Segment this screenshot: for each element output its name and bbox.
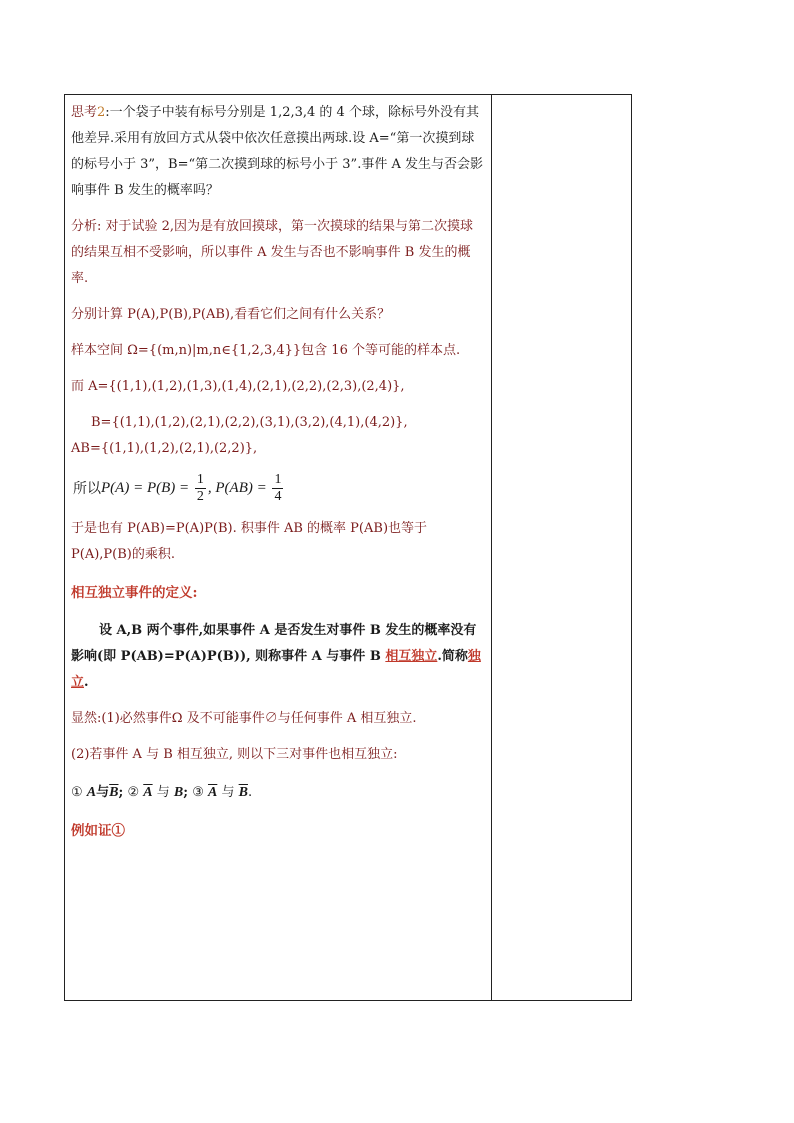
example-proof: 例如证① bbox=[71, 823, 125, 839]
term-independent: 独立 bbox=[71, 649, 481, 690]
formula-mid: , P(AB) = bbox=[207, 479, 271, 496]
definition-part2: .简称 bbox=[437, 649, 468, 664]
main-cell bbox=[71, 100, 485, 844]
formula-left: P(A) = P(B) = bbox=[101, 479, 193, 496]
term-mutually-independent: 相互独立 bbox=[385, 649, 438, 664]
pair2-a-bar: $\overline{A}$ bbox=[143, 785, 153, 800]
fraction-quarter-num: 1 bbox=[274, 471, 282, 487]
pair1-b-bar: $\overline{B}$ bbox=[109, 785, 119, 800]
definition-heading: 相互独立事件的定义: bbox=[71, 585, 198, 601]
pair3-b-bar: $\overline{B}$ bbox=[238, 785, 248, 800]
property-two: (2)若事件 A 与 B 相互独立, 则以下三对事件也相互独立: bbox=[71, 747, 398, 762]
analysis-text: 分析: 对于试验 2,因为是有放回摸球，第一次摸球的结果与第二次摸球的结果互相不受影响，所以事件 A 发生与否也不影响事件 B 发生的概率. bbox=[71, 219, 474, 286]
column-divider bbox=[491, 94, 492, 1001]
definition-text bbox=[71, 618, 485, 696]
fraction-half bbox=[195, 472, 206, 505]
conclusion-text: 于是也有 P(AB)=P(A)P(B). 积事件 AB 的概率 P(AB)也等于 P(A),P(B)的乘积. bbox=[71, 521, 428, 562]
set-ab: AB={(1,1),(1,2),(2,1),(2,2)}, bbox=[71, 441, 258, 456]
probability-formula bbox=[73, 468, 485, 508]
fraction-quarter bbox=[272, 472, 283, 505]
pair3-end: . bbox=[247, 785, 253, 800]
pair3-a-bar: $\overline{A}$ bbox=[207, 785, 218, 800]
fraction-quarter-den: 4 bbox=[274, 488, 282, 504]
definition-part3: . bbox=[84, 675, 89, 690]
obvious-property: 显然:(1)必然事件Ω 及不可能事件∅与任何事件 A 相互独立. bbox=[71, 711, 417, 726]
sample-space: 样本空间 Ω={(m,n)|m,n∈{1,2,3,4}}包含 16 个等可能的样本点. bbox=[71, 343, 461, 358]
calc-prompt: 分别计算 P(A),P(B),P(AB),看看它们之间有什么关系？ bbox=[71, 307, 391, 322]
formula-prefix: 所以 bbox=[73, 481, 101, 497]
pair1-a: A bbox=[86, 785, 97, 800]
pair1-sep: ; bbox=[118, 785, 124, 800]
set-b: B={(1,1),(1,2),(2,1),(2,2),(3,1),(3,2),(4,1),(4,2)}, bbox=[91, 415, 408, 430]
thinking-label: 思考 bbox=[71, 105, 98, 120]
pair1-yu: 与 bbox=[96, 785, 110, 800]
fraction-half-num: 1 bbox=[196, 471, 204, 487]
thinking-question bbox=[71, 100, 485, 204]
pair2-sep: ; bbox=[183, 785, 189, 800]
fraction-half-den: 2 bbox=[196, 488, 204, 504]
pair-number-3: ③ bbox=[192, 785, 204, 800]
set-a: 而 A={(1,1),(1,2),(1,3),(1,4),(2,1),(2,2),(2,3),(2,4)}, bbox=[71, 379, 405, 394]
thinking-text: :一个袋子中装有标号分别是 1,2,3,4 的 4 个球，除标号外没有其他差异.采用有放回方式从袋中依次任意摸出两球.设 A=“第一次摸到球的标号小于 3”，B=“第二次摸到球的标号小于 3”.事件 A 发生与否会影响事件 B 发生的概率吗？ bbox=[71, 105, 483, 198]
pair3-yu: 与 bbox=[221, 785, 235, 800]
thinking-number: 2 bbox=[97, 105, 106, 120]
definition-part1: 设 A,B 两个事件,如果事件 A 是否发生对事件 B 发生的概率没有影响(即 P(AB)=P(A)P(B)), 则称事件 A 与事件 B bbox=[71, 623, 477, 664]
pair-number-1: ① bbox=[71, 785, 83, 800]
pair2-yu: 与 bbox=[156, 785, 170, 800]
independent-pairs bbox=[71, 780, 485, 806]
pair-number-2: ② bbox=[127, 785, 140, 800]
pair2-b: B bbox=[173, 785, 184, 800]
